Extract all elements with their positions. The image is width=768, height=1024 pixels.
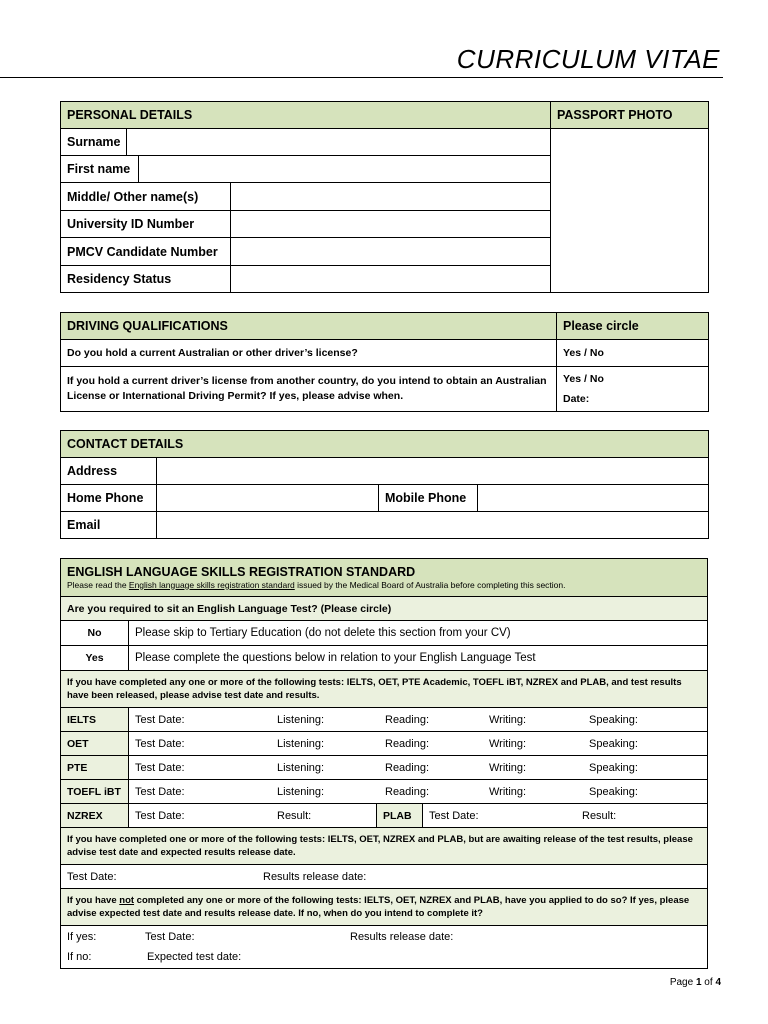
email-field[interactable] <box>157 512 709 539</box>
contact-details-header: CONTACT DETAILS <box>61 431 709 458</box>
ielts-speaking[interactable]: Speaking: <box>589 713 638 726</box>
test-name-nzrex: NZREX <box>61 804 129 828</box>
ielts-test-date[interactable]: Test Date: <box>135 713 185 726</box>
awaiting-results-release-date[interactable]: Results release date: <box>263 870 367 883</box>
driving-question-2: If you hold a current driver’s license from another country, do you intend to obtain an Australian License or International Driving Permit? If yes, please advise when. <box>61 367 557 412</box>
pte-test-date[interactable]: Test Date: <box>135 761 185 774</box>
address-label: Address <box>61 458 157 485</box>
driving-date-label: Date: <box>563 393 590 405</box>
page-number: Page 1 of 4 <box>669 977 721 988</box>
personal-details-table <box>60 101 709 293</box>
ielts-listening[interactable]: Listening: <box>277 713 325 726</box>
if-no-expected-test-date[interactable]: Expected test date: <box>147 951 242 963</box>
passport-photo-header: PASSPORT PHOTO <box>551 102 709 129</box>
contact-details-table <box>60 430 709 539</box>
toefl-writing[interactable]: Writing: <box>489 785 527 798</box>
pmcv-candidate-label: PMCV Candidate Number <box>61 238 231 266</box>
driving-qualifications-table <box>60 312 709 412</box>
passport-photo-box[interactable] <box>551 129 709 293</box>
test-name-plab: PLAB <box>377 804 423 828</box>
test-name-oet: OET <box>61 732 129 756</box>
nzrex-test-date[interactable]: Test Date: <box>135 809 185 822</box>
test-name-pte: PTE <box>61 756 129 780</box>
plab-test-date[interactable]: Test Date: <box>429 809 479 822</box>
oet-reading[interactable]: Reading: <box>385 737 430 750</box>
toefl-speaking[interactable]: Speaking: <box>589 785 638 798</box>
if-yes-test-date[interactable]: Test Date: <box>145 931 195 943</box>
page-title: CURRICULUM VITAE <box>456 44 720 74</box>
personal-details-header: PERSONAL DETAILS <box>61 102 551 129</box>
nzrex-result[interactable]: Result: <box>277 809 312 822</box>
oet-speaking[interactable]: Speaking: <box>589 737 638 750</box>
awaiting-test-date[interactable]: Test Date: <box>67 870 117 883</box>
mobile-phone-label: Mobile Phone <box>379 485 478 512</box>
pmcv-candidate-field[interactable] <box>231 238 551 266</box>
email-label: Email <box>61 512 157 539</box>
driving-question-1: Do you hold a current Australian or other driver’s license? <box>61 340 557 367</box>
test-name-ielts: IELTS <box>61 708 129 732</box>
driving-answer-2[interactable]: Yes / No <box>563 373 604 385</box>
surname-field[interactable] <box>127 129 551 156</box>
if-no-label: If no: <box>67 951 92 963</box>
toefl-listening[interactable]: Listening: <box>277 785 325 798</box>
yes-option[interactable]: Yes <box>61 646 129 671</box>
residency-status-field[interactable] <box>231 266 551 293</box>
english-test-question: Are you required to sit an English Language Test? (Please circle) <box>61 597 708 621</box>
middle-name-label: Middle/ Other name(s) <box>61 183 231 211</box>
home-phone-label: Home Phone <box>61 485 157 512</box>
pte-listening[interactable]: Listening: <box>277 761 325 774</box>
english-note: Please read the English language skills registration standard issued by the Medical Board of Australia before completing this section. <box>67 579 566 590</box>
please-circle-header: Please circle <box>557 313 709 340</box>
first-name-label: First name <box>61 156 139 183</box>
oet-listening[interactable]: Listening: <box>277 737 325 750</box>
english-language-table <box>60 558 708 969</box>
if-yes-label: If yes: <box>67 931 97 943</box>
driving-header: DRIVING QUALIFICATIONS <box>61 313 557 340</box>
not-completed-question: If you have not completed any one or more of the following tests: IELTS, OET, NZREX and PLAB, have you applied to do so? If yes, please advise expected test date and results release date. If no, when do you intend to complete it? <box>61 889 708 926</box>
university-id-label: University ID Number <box>61 211 231 238</box>
university-id-field[interactable] <box>231 211 551 238</box>
test-name-toefl: TOEFL iBT <box>61 780 129 804</box>
oet-writing[interactable]: Writing: <box>489 737 527 750</box>
english-header: ENGLISH LANGUAGE SKILLS REGISTRATION STANDARD <box>67 564 416 579</box>
pte-writing[interactable]: Writing: <box>489 761 527 774</box>
surname-label: Surname <box>61 129 127 156</box>
no-option[interactable]: No <box>61 621 129 646</box>
completed-tests-question: If you have completed any one or more of the following tests: IELTS, OET, PTE Academic, TOEFL iBT, NZREX and PLAB, and test results have been released, please advise test date and results. <box>61 671 708 708</box>
if-yes-results-release-date[interactable]: Results release date: <box>350 931 454 943</box>
yes-option-text: Please complete the questions below in relation to your English Language Test <box>129 646 708 671</box>
driving-answer-1[interactable]: Yes / No <box>557 340 709 367</box>
toefl-reading[interactable]: Reading: <box>385 785 430 798</box>
ielts-reading[interactable]: Reading: <box>385 713 430 726</box>
toefl-test-date[interactable]: Test Date: <box>135 785 185 798</box>
pte-reading[interactable]: Reading: <box>385 761 430 774</box>
title-rule <box>0 77 723 78</box>
middle-name-field[interactable] <box>231 183 551 211</box>
pte-speaking[interactable]: Speaking: <box>589 761 638 774</box>
address-field[interactable] <box>157 458 709 485</box>
home-phone-field[interactable] <box>157 485 379 512</box>
plab-result[interactable]: Result: <box>582 809 617 822</box>
mobile-phone-field[interactable] <box>478 485 709 512</box>
oet-test-date[interactable]: Test Date: <box>135 737 185 750</box>
registration-standard-link[interactable]: English language skills registration standard <box>128 579 295 590</box>
first-name-field[interactable] <box>139 156 551 183</box>
no-option-text: Please skip to Tertiary Education (do not delete this section from your CV) <box>129 621 708 646</box>
ielts-writing[interactable]: Writing: <box>489 713 527 726</box>
awaiting-results-question: If you have completed one or more of the following tests: IELTS, OET, NZREX and PLAB, but are awaiting release of the test results, please advise test date and expected results release date. <box>61 828 708 865</box>
residency-status-label: Residency Status <box>61 266 231 293</box>
